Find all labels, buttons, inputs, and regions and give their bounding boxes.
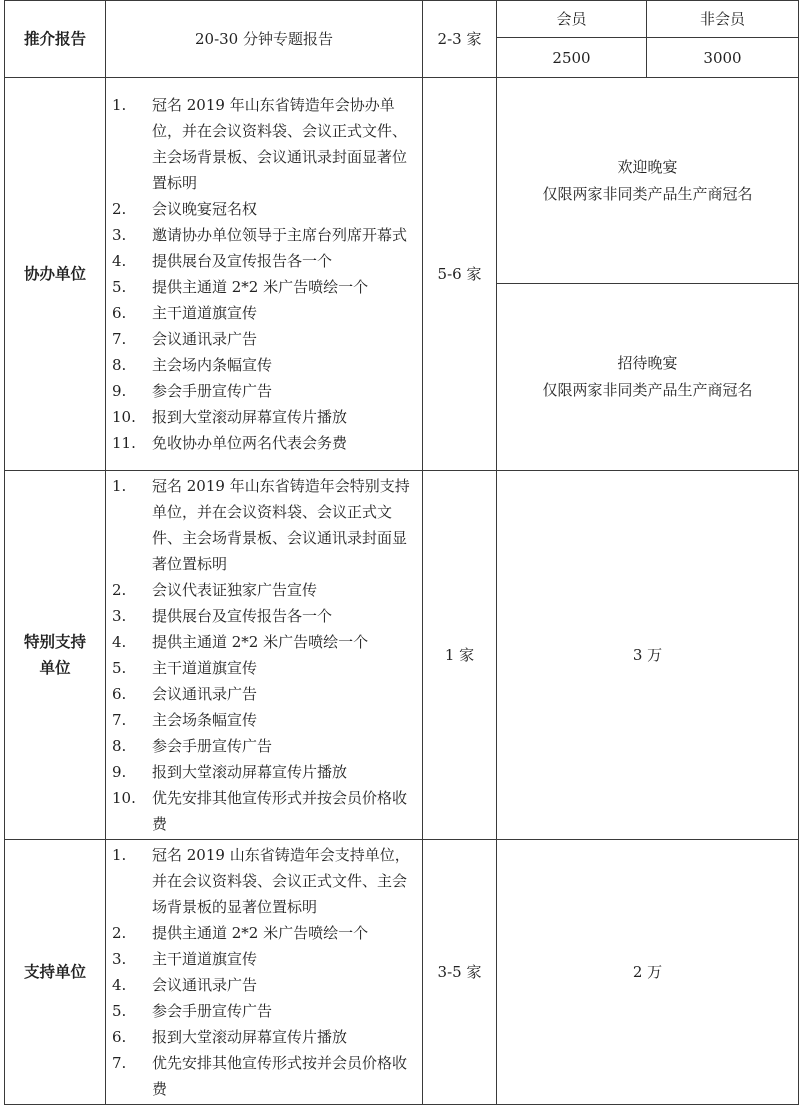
list-item-number: 7. [112,711,127,729]
list-item-text: 冠名 2019 山东省铸造年会支持单位，并在会议资料袋、会议正式文件、主会场背景板的显著位置标明 [152,846,410,916]
list-item-text: 会议通讯录广告 [152,330,258,348]
list-item [106,629,414,655]
special-support-row [5,471,799,840]
list-item-text: 报到大堂滚动屏幕宣传片播放 [152,1028,348,1046]
co-organizer-benefits [106,78,423,471]
list-item [106,1050,414,1102]
special-support-category-line1: 特别支持 [23,633,86,651]
list-item-number: 3. [112,950,127,968]
list-item [106,577,414,603]
list-item [106,378,414,404]
list-item-number: 4. [112,252,127,270]
list-item-number: 8. [112,356,127,374]
special-support-benefits [106,471,423,840]
list-item-number: 3. [112,607,127,625]
list-item-text: 主会场条幅宣传 [152,711,258,729]
list-item-number: 2. [112,924,127,942]
list-item-text: 会议代表证独家广告宣传 [152,581,318,599]
list-item-number: 9. [112,763,127,781]
list-item [106,430,414,456]
list-item-text: 免收协办单位两名代表会务费 [152,434,348,452]
support-benefit-list [106,840,422,1104]
list-item [106,842,414,920]
nonmember-header: 非会员 [647,1,799,38]
list-item-number: 10. [112,408,136,426]
list-item-text: 提供展台及宣传报告各一个 [152,607,333,625]
list-item-number: 1. [112,477,127,495]
list-item [106,920,414,946]
list-item-text: 提供主通道 2*2 米广告喷绘一个 [152,278,369,296]
list-item-text: 主会场内条幅宣传 [152,356,273,374]
support-price: 2 万 [497,840,799,1105]
list-item [106,603,414,629]
list-item [106,222,414,248]
list-item-text: 主干道道旗宣传 [152,304,258,322]
support-count: 3-5 家 [423,840,497,1105]
support-category: 支持单位 [5,840,106,1105]
list-item [106,248,414,274]
list-item-text: 邀请协办单位领导于主席台列席开幕式 [152,226,408,244]
list-item-number: 5. [112,659,127,677]
list-item [106,300,414,326]
list-item-text: 冠名 2019 年山东省铸造年会协办单位，并在会议资料袋、会议正式文件、主会场背景板、会议通讯录封面显著位置标明 [152,96,408,192]
list-item [106,998,414,1024]
special-support-benefit-list [106,471,422,839]
list-item [106,733,414,759]
list-item-text: 会议晚宴冠名权 [152,200,258,218]
list-item [106,196,414,222]
list-item-number: 7. [112,330,127,348]
list-item-text: 报到大堂滚动屏幕宣传片播放 [152,763,348,781]
list-item [106,274,414,300]
list-item [106,655,414,681]
list-item-number: 9. [112,382,127,400]
list-item-text: 优先安排其他宣传形式按并会员价格收费 [152,1054,408,1098]
special-support-category-line2: 单位 [39,659,71,677]
report-count: 2-3 家 [423,1,497,78]
list-item-number: 5. [112,1002,127,1020]
list-item-number: 6. [112,1028,127,1046]
report-category: 推介报告 [5,1,106,78]
nonmember-price: 3000 [647,38,799,78]
list-item-number: 1. [112,96,127,114]
list-item [106,404,414,430]
co-organizer-category: 协办单位 [5,78,106,471]
list-item-text: 参会手册宣传广告 [152,1002,273,1020]
report-row [5,1,799,38]
special-support-price: 3 万 [497,471,799,840]
member-price: 2500 [497,38,647,78]
list-item-number: 5. [112,278,127,296]
support-row [5,840,799,1105]
list-item-text: 提供展台及宣传报告各一个 [152,252,333,270]
list-item [106,681,414,707]
list-item-text: 冠名 2019 年山东省铸造年会特别支持单位，并在会议资料袋、会议正式文件、主会场背景板、会议通讯录封面显著位置标明 [152,477,410,573]
list-item [106,92,414,196]
welcome-dinner-option [497,78,799,284]
list-item-text: 参会手册宣传广告 [152,737,273,755]
list-item-number: 2. [112,200,127,218]
list-item-text: 参会手册宣传广告 [152,382,273,400]
list-item-number: 7. [112,1054,127,1072]
list-item [106,352,414,378]
co-organizer-count: 5-6 家 [423,78,497,471]
list-item-text: 会议通讯录广告 [152,976,258,994]
list-item-number: 6. [112,685,127,703]
reception-dinner-option [497,284,799,471]
list-item [106,785,414,837]
list-item-number: 1. [112,846,127,864]
list-item-text: 优先安排其他宣传形式并按会员价格收费 [152,789,408,833]
list-item [106,473,414,577]
sponsorship-table-page [4,0,798,1100]
list-item-number: 4. [112,976,127,994]
list-item [106,972,414,998]
special-support-count: 1 家 [423,471,497,840]
list-item-number: 2. [112,581,127,599]
list-item-text: 提供主通道 2*2 米广告喷绘一个 [152,633,369,651]
list-item-number: 8. [112,737,127,755]
list-item-text: 提供主通道 2*2 米广告喷绘一个 [152,924,369,942]
support-benefits [106,840,423,1105]
reception-dinner-title: 招待晚宴 [617,354,678,372]
list-item-text: 主干道道旗宣传 [152,950,258,968]
list-item-number: 10. [112,789,136,807]
list-item-number: 3. [112,226,127,244]
list-item-text: 报到大堂滚动屏幕宣传片播放 [152,408,348,426]
list-item [106,1024,414,1050]
co-organizer-row [5,78,799,284]
list-item-number: 6. [112,304,127,322]
list-item [106,946,414,972]
list-item [106,707,414,733]
co-organizer-benefit-list [106,90,422,458]
member-header: 会员 [497,1,647,38]
sponsorship-table [4,0,799,1105]
report-description: 20-30 分钟专题报告 [106,1,423,78]
list-item [106,326,414,352]
special-support-category [5,471,106,840]
list-item-text: 主干道道旗宣传 [152,659,258,677]
reception-dinner-note: 仅限两家非同类产品生产商冠名 [542,381,753,399]
list-item-number: 4. [112,633,127,651]
list-item [106,759,414,785]
list-item-text: 会议通讯录广告 [152,685,258,703]
welcome-dinner-title: 欢迎晚宴 [617,157,678,176]
welcome-dinner-note: 仅限两家非同类产品生产商冠名 [542,184,753,203]
list-item-number: 11. [112,434,136,452]
